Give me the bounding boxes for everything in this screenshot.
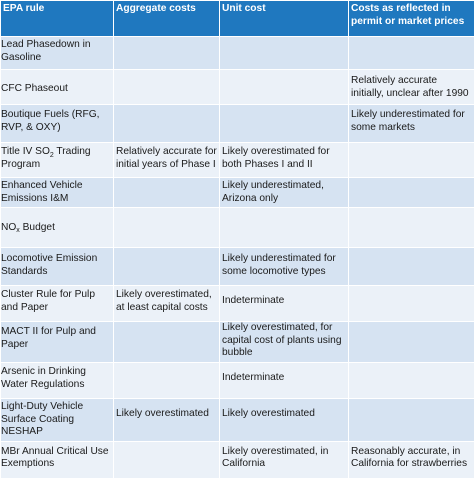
header-market-prices: Costs as reflected in permit or market prices: [349, 1, 474, 37]
rule-cell: MACT II for Pulp and Paper: [1, 322, 114, 363]
aggregate-cell: [114, 248, 220, 286]
table-header-row: [1, 1, 474, 37]
rule-subscript: 2: [50, 152, 54, 159]
market-cell: Relatively accurate initially, unclear after 1990: [349, 70, 474, 105]
header-unit-cost: Unit cost: [220, 1, 349, 37]
header-aggregate-costs: Aggregate costs: [114, 1, 220, 37]
rule-prefix: NO: [1, 222, 16, 233]
table-row: [1, 441, 474, 478]
table-row: [1, 37, 474, 70]
rule-prefix: Title IV SO: [1, 146, 50, 157]
unit-cell: Likely overestimated, in California: [220, 441, 349, 478]
market-cell: [349, 286, 474, 322]
unit-cell: [220, 70, 349, 105]
rule-suffix: Budget: [20, 222, 55, 233]
rule-cell: Enhanced Vehicle Emissions I&M: [1, 178, 114, 208]
table-row: [1, 178, 474, 208]
unit-cell: Indeterminate: [220, 286, 349, 322]
aggregate-cell: [114, 105, 220, 143]
table-row: [1, 208, 474, 248]
aggregate-cell: [114, 208, 220, 248]
table-row: [1, 286, 474, 322]
aggregate-cell: [114, 441, 220, 478]
market-cell: [349, 322, 474, 363]
market-cell: [349, 398, 474, 441]
rule-cell: MBr Annual Critical Use Exemptions: [1, 441, 114, 478]
rule-cell: [1, 208, 114, 248]
rule-suffix: Trading Program: [1, 146, 91, 170]
aggregate-cell: [114, 37, 220, 70]
rule-cell: Boutique Fuels (RFG, RVP, & OXY): [1, 105, 114, 143]
market-cell: [349, 143, 474, 178]
unit-cell: Likely overestimated for both Phases I and II: [220, 143, 349, 178]
rule-subscript: x: [16, 227, 20, 234]
unit-cell: Likely overestimated: [220, 398, 349, 441]
aggregate-cell: [114, 362, 220, 398]
aggregate-cell: Likely overestimated, at least capital costs: [114, 286, 220, 322]
header-epa-rule: EPA rule: [1, 1, 114, 37]
rule-cell: Lead Phasedown in Gasoline: [1, 37, 114, 70]
rule-cell: Light-Duty Vehicle Surface Coating NESHAP: [1, 398, 114, 441]
unit-cell: Likely underestimated for some locomotive types: [220, 248, 349, 286]
unit-cell: Likely underestimated, Arizona only: [220, 178, 349, 208]
table-row: [1, 248, 474, 286]
rule-cell: Arsenic in Drinking Water Regulations: [1, 362, 114, 398]
rule-cell: Cluster Rule for Pulp and Paper: [1, 286, 114, 322]
unit-cell: Indeterminate: [220, 362, 349, 398]
market-cell: [349, 178, 474, 208]
market-cell: [349, 248, 474, 286]
table-row: [1, 143, 474, 178]
unit-cell: Likely overestimated, for capital cost of plants using bubble: [220, 322, 349, 363]
table-row: [1, 70, 474, 105]
table-row: [1, 105, 474, 143]
aggregate-cell: Relatively accurate for initial years of Phase I: [114, 143, 220, 178]
rule-cell: Locomotive Emission Standards: [1, 248, 114, 286]
unit-cell: [220, 105, 349, 143]
market-cell: Reasonably accurate, in California for strawberries: [349, 441, 474, 478]
aggregate-cell: [114, 178, 220, 208]
market-cell: [349, 37, 474, 70]
market-cell: [349, 208, 474, 248]
rule-cell: CFC Phaseout: [1, 70, 114, 105]
table-row: [1, 398, 474, 441]
aggregate-cell: [114, 70, 220, 105]
market-cell: Likely underestimated for some markets: [349, 105, 474, 143]
unit-cell: [220, 208, 349, 248]
aggregate-cell: Likely overestimated: [114, 398, 220, 441]
table-row: [1, 322, 474, 363]
unit-cell: [220, 37, 349, 70]
rule-cell: [1, 143, 114, 178]
market-cell: [349, 362, 474, 398]
aggregate-cell: [114, 322, 220, 363]
table-row: [1, 362, 474, 398]
